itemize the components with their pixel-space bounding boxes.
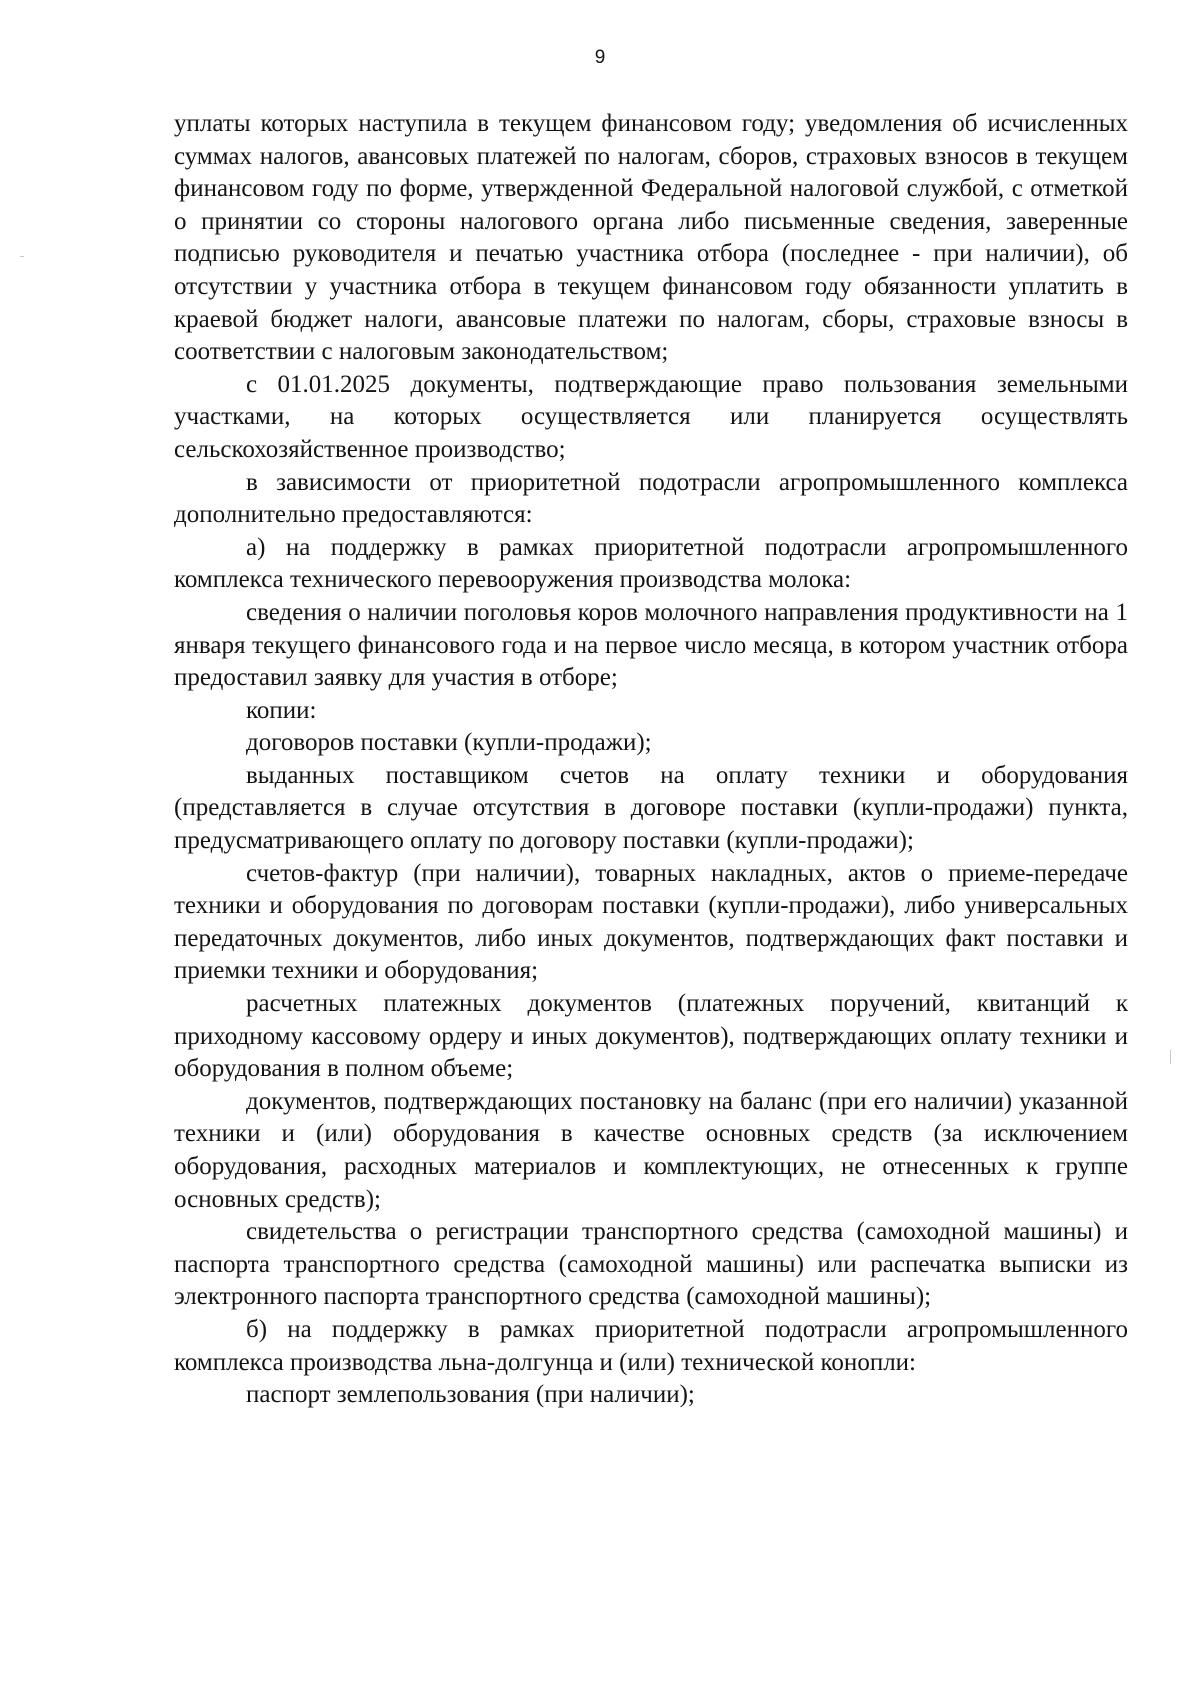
paragraph: свидетельства о регистрации транспортного средства (самоходной машины) и паспорта транспортного средства (самоходной машины) или распечатка выписки из электронного паспорта транспортного средства (самоходной машины);	[174, 1218, 1128, 1311]
paragraph: выданных поставщиком счетов на оплату техники и оборудования (представляется в случае отсутствия в договоре поставки (купли-продажи) пункта, предусматривающего оплату по договору поставки (купли-продажи);	[174, 761, 1128, 855]
paragraph: расчетных платежных документов (платежных поручений, квитанций к приходному кассовому ордеру и иных документов), подтверждающих оплату техники и оборудования в полном объеме;	[174, 990, 1128, 1083]
paragraph: документов, подтверждающих постановку на баланс (при его наличии) указанной техники и (или) оборудования в качестве основных средств (за исключением оборудования, расходных материалов и комплектующих, не отнесенных к группе основных средств);	[174, 1087, 1128, 1213]
paragraph: счетов-фактур (при наличии), товарных накладных, актов о приеме-передаче техники и оборудования по договорам поставки (купли-продажи), либо универсальных передаточных документов, либо иных документов, подтверждающих факт поставки и приемки техники и оборудования;	[174, 859, 1128, 985]
paragraph: с 01.01.2025 документы, подтверждающие право пользования земельными участками, на которых осуществляется или планируется осуществлять сельскохозяйственное производство;	[174, 370, 1128, 463]
paragraph: уплаты которых наступила в текущем финансовом году; уведомления об исчисленных суммах налогов, авансовых платежей по налогам, сборов, страховых взносов в текущем финансовом году по форме, утвержденной Федеральной налоговой службой, с отметкой о принятии со стороны налогового органа либо письменные сведения, заверенные подписью руководителя и печатью участника отбора (последнее - при наличии), об отсутствии у участника отбора в текущем финансовом году обязанности уплатить в краевой бюджет налоги, авансовые платежи по налогам, сборы, страховые взносы в соответствии с налоговым законодательством;	[174, 110, 1128, 366]
scan-mark	[20, 256, 24, 257]
paragraph: а) на поддержку в рамках приоритетной подотрасли агропромышленного комплекса технического перевооружения производства молока:	[174, 533, 1128, 594]
paragraph: копии:	[246, 696, 317, 724]
scan-mark	[1170, 1050, 1171, 1064]
paragraph: б) на поддержку в рамках приоритетной подотрасли агропромышленного комплекса производства льна-долгунца и (или) технической конопли:	[174, 1315, 1128, 1376]
paragraph: паспорт землепользования (при наличии);	[246, 1381, 695, 1409]
document-body	[174, 108, 1128, 1412]
paragraph: договоров поставки (купли-продажи);	[246, 729, 652, 757]
paragraph: в зависимости от приоритетной подотрасли агропромышленного комплекса дополнительно предоставляются:	[174, 468, 1128, 529]
page-number: 9	[594, 47, 606, 68]
paragraph: сведения о наличии поголовья коров молочного направления продуктивности на 1 января текущего финансового года и на первое число месяца, в котором участник отбора предоставил заявку для участия в отборе;	[174, 598, 1128, 692]
